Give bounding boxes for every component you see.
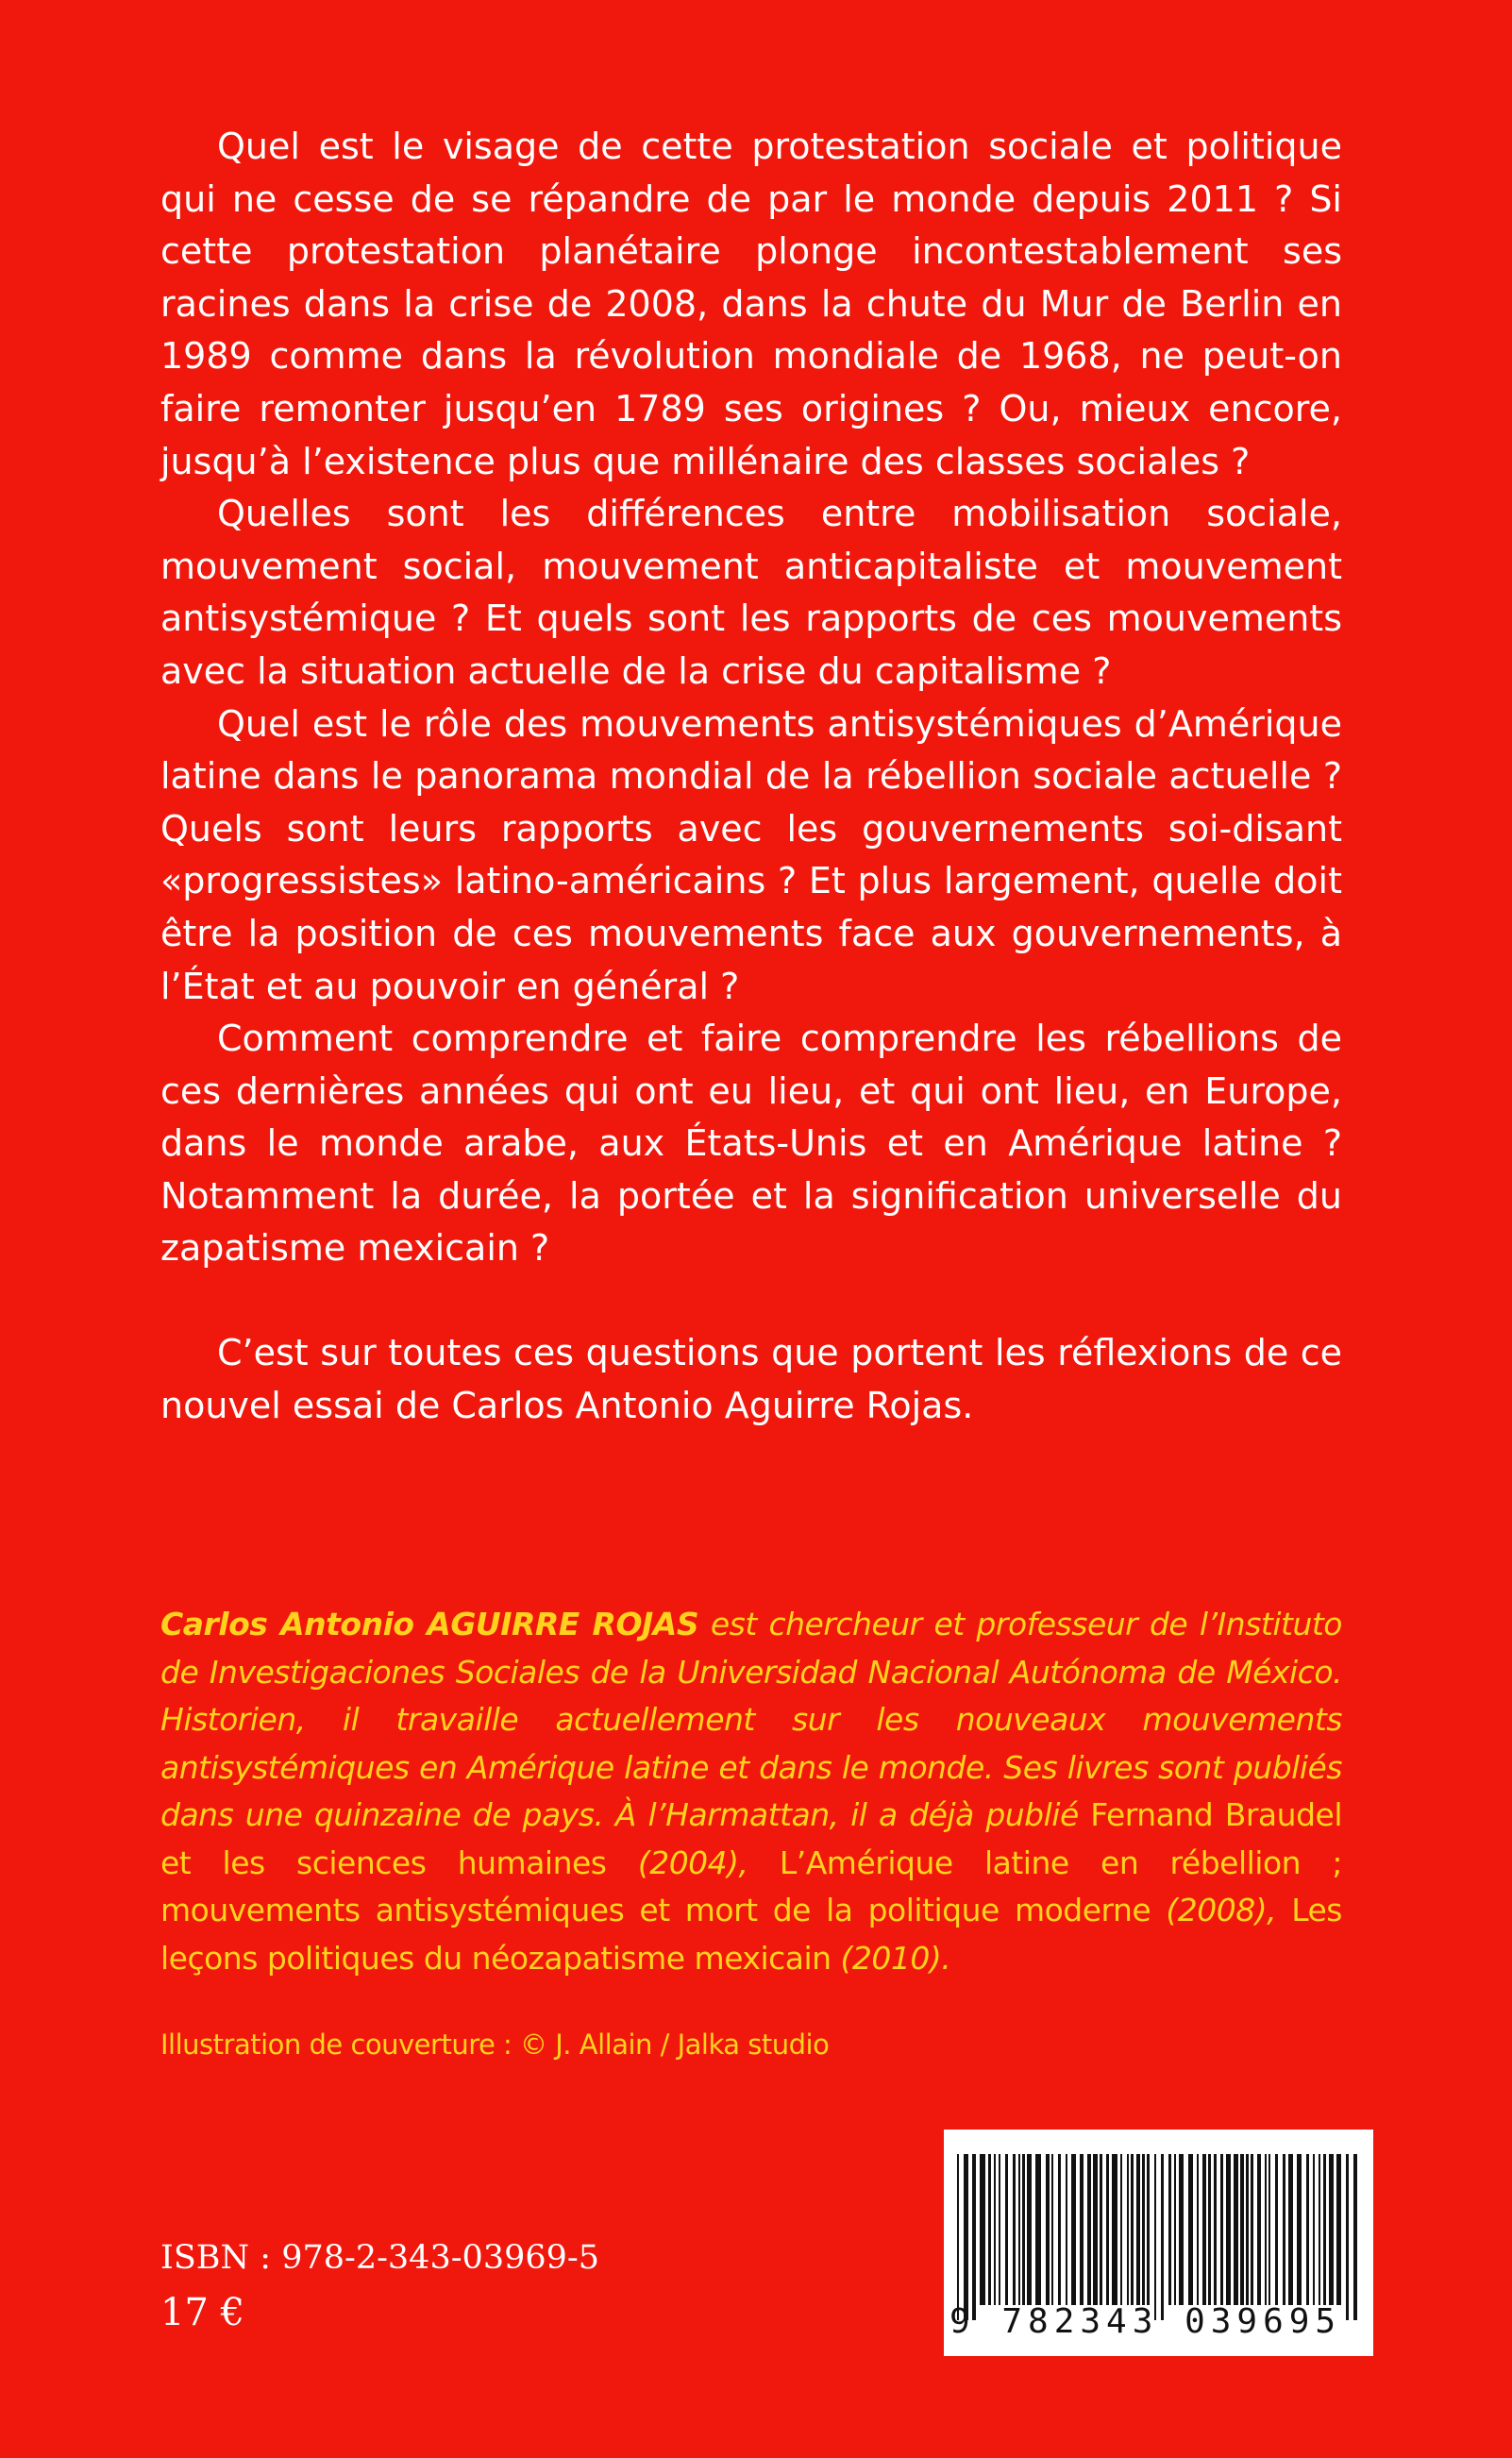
author-bio-text: est chercheur et professeur de l’Instituto de Investigaciones Sociales de la Universidad Nacional Autónoma de México. Historien, il travaille actuellement sur les nouveaux mouvements antisystémiques en Amérique latine et dans le monde. Ses livres sont publiés dans une quinzaine de pays. À l’Harmattan, il a déjà publié xyxy=(160,1606,1342,1833)
barcode-bar xyxy=(1027,2154,1032,2305)
blurb-paragraph-1: Quel est le visage de cette protestation sociale et politique qui ne cesse de se répandre de par le monde depuis 2011 ? Si cette protestation planétaire plonge incontestablement ses racines dans la crise de 2008, dans la chute du Mur de Berlin en 1989 comme dans la révolution mondiale de 1968, ne peut-on faire remonter jusqu’en 1789 ses origines ? Ou, mieux encore, jusqu’à l’existence plus que millénaire des classes sociales ? xyxy=(160,126,1342,482)
barcode-bar xyxy=(1220,2154,1223,2305)
barcode-bar xyxy=(988,2154,991,2305)
barcode-bar xyxy=(1288,2154,1293,2305)
book-year-3: (2010). xyxy=(831,1939,951,1977)
price: 17 € xyxy=(160,2291,245,2334)
barcode-bar xyxy=(1142,2154,1145,2305)
barcode-bar xyxy=(1080,2154,1084,2305)
barcode-bar xyxy=(999,2154,1000,2305)
isbn: ISBN : 978-2-343-03969-5 xyxy=(160,2239,599,2277)
barcode-bar xyxy=(1018,2154,1020,2305)
barcode-bar xyxy=(1046,2154,1050,2305)
barcode-bar xyxy=(1226,2154,1231,2305)
blurb-paragraph-2: Quelles sont les différences entre mobilisation sociale, mouvement social, mouvement anticapitaliste et mouvement antisystémique ? Et quels sont les rapports de ces mouvements avec la situation actuelle de la crise du capitalisme ? xyxy=(160,493,1342,692)
author-bio xyxy=(160,1601,1342,1982)
barcode-bar xyxy=(1147,2154,1150,2305)
barcode-bar xyxy=(1234,2154,1238,2305)
barcode-bar xyxy=(957,2154,959,2320)
barcode-bar xyxy=(1208,2154,1211,2305)
barcode-bar xyxy=(1136,2154,1140,2305)
barcode-digits: 9 782343 039695 xyxy=(949,2302,1342,2341)
barcode-bar xyxy=(1093,2154,1098,2305)
author-name: Carlos Antonio AGUIRRE ROJAS xyxy=(160,1606,699,1642)
barcode-bar xyxy=(1336,2154,1341,2305)
barcode-bar xyxy=(1179,2154,1184,2305)
blurb xyxy=(160,121,1342,1432)
barcode-bar xyxy=(1246,2154,1249,2305)
blurb-paragraph-5: C’est sur toutes ces questions que portent les réflexions de ce nouvel essai de Carlos Antonio Aguirre Rojas. xyxy=(160,1332,1342,1426)
barcode-bar xyxy=(1005,2154,1008,2305)
barcode-bar xyxy=(1306,2154,1309,2305)
barcode-bar xyxy=(1106,2154,1109,2305)
book-year-1: (2004), xyxy=(606,1844,780,1881)
barcode-bar xyxy=(1240,2154,1244,2305)
barcode-bar xyxy=(1161,2154,1164,2320)
blurb-paragraph-4: Comment comprendre et faire comprendre les rébellions de ces dernières années qui ont eu lieu, et qui ont lieu, en Europe, dans le monde arabe, aux États-Unis et en Amérique latine ? Notamment la durée, la portée et la signification universelle du zapatisme mexicain ? xyxy=(160,1018,1342,1270)
barcode-bar xyxy=(1329,2154,1334,2305)
barcode-bar xyxy=(972,2154,976,2320)
barcode-bar xyxy=(1251,2154,1253,2305)
barcode-bar xyxy=(1257,2154,1261,2305)
barcode-bar xyxy=(1265,2154,1267,2305)
barcode-bar xyxy=(1188,2154,1193,2305)
barcode-bar xyxy=(1283,2154,1285,2305)
barcode-bar xyxy=(1214,2154,1217,2305)
book-title-3: Les leçons politiques du néozapatisme mexicain xyxy=(160,1892,1343,1977)
barcode-bar xyxy=(1087,2154,1091,2305)
barcode-bar xyxy=(1071,2154,1076,2305)
barcode-bar xyxy=(1131,2154,1134,2305)
barcode-bar xyxy=(1051,2154,1053,2305)
barcode-bar xyxy=(964,2154,968,2320)
book-year-2: (2008), xyxy=(1151,1892,1292,1928)
cover-credit: Illustration de couverture : © J. Allain / Jalka studio xyxy=(160,2029,830,2061)
barcode-bar xyxy=(1112,2154,1117,2305)
book-title-1: Fernand Braudel et les sciences humaines xyxy=(160,1796,1342,1881)
barcode-bar xyxy=(1202,2154,1206,2305)
barcode-bar xyxy=(1058,2154,1061,2305)
barcode xyxy=(944,2130,1373,2356)
barcode-bar xyxy=(1154,2154,1156,2320)
barcode-bar xyxy=(1100,2154,1102,2305)
book-title-2: L’Amérique latine en rébellion ; mouvements antisystémiques et mort de la politique moderne xyxy=(160,1844,1342,1928)
barcode-bar xyxy=(1313,2154,1315,2305)
barcode-bar xyxy=(1297,2154,1302,2305)
barcode-bar xyxy=(1174,2154,1176,2305)
barcode-bar xyxy=(1275,2154,1278,2305)
barcode-bar xyxy=(1022,2154,1025,2305)
barcode-bar xyxy=(1197,2154,1199,2305)
barcode-bar xyxy=(1319,2154,1320,2305)
barcode-bar xyxy=(1066,2154,1067,2305)
barcode-bar xyxy=(1268,2154,1270,2305)
barcode-bar xyxy=(994,2154,996,2305)
barcode-bar xyxy=(1127,2154,1129,2305)
barcode-bar xyxy=(1353,2154,1357,2320)
blurb-paragraph-3: Quel est le rôle des mouvements antisystémiques d’Amérique latine dans le panorama mondial de la rébellion sociale actuelle ? Quels sont leurs rapports avec les gouvernements soi-disant «progressistes» latino-américains ? Et plus largement, quelle doit être la position de ces mouvements face aux gouvernements, à l’État et au pouvoir en général ? xyxy=(160,702,1342,1007)
barcode-bar xyxy=(1013,2154,1016,2305)
barcode-bar xyxy=(1346,2154,1349,2320)
barcode-bar xyxy=(1323,2154,1326,2305)
barcode-bar xyxy=(980,2154,985,2305)
barcode-bar xyxy=(1035,2154,1041,2305)
barcode-bar xyxy=(1120,2154,1122,2305)
barcode-bar xyxy=(1168,2154,1171,2305)
